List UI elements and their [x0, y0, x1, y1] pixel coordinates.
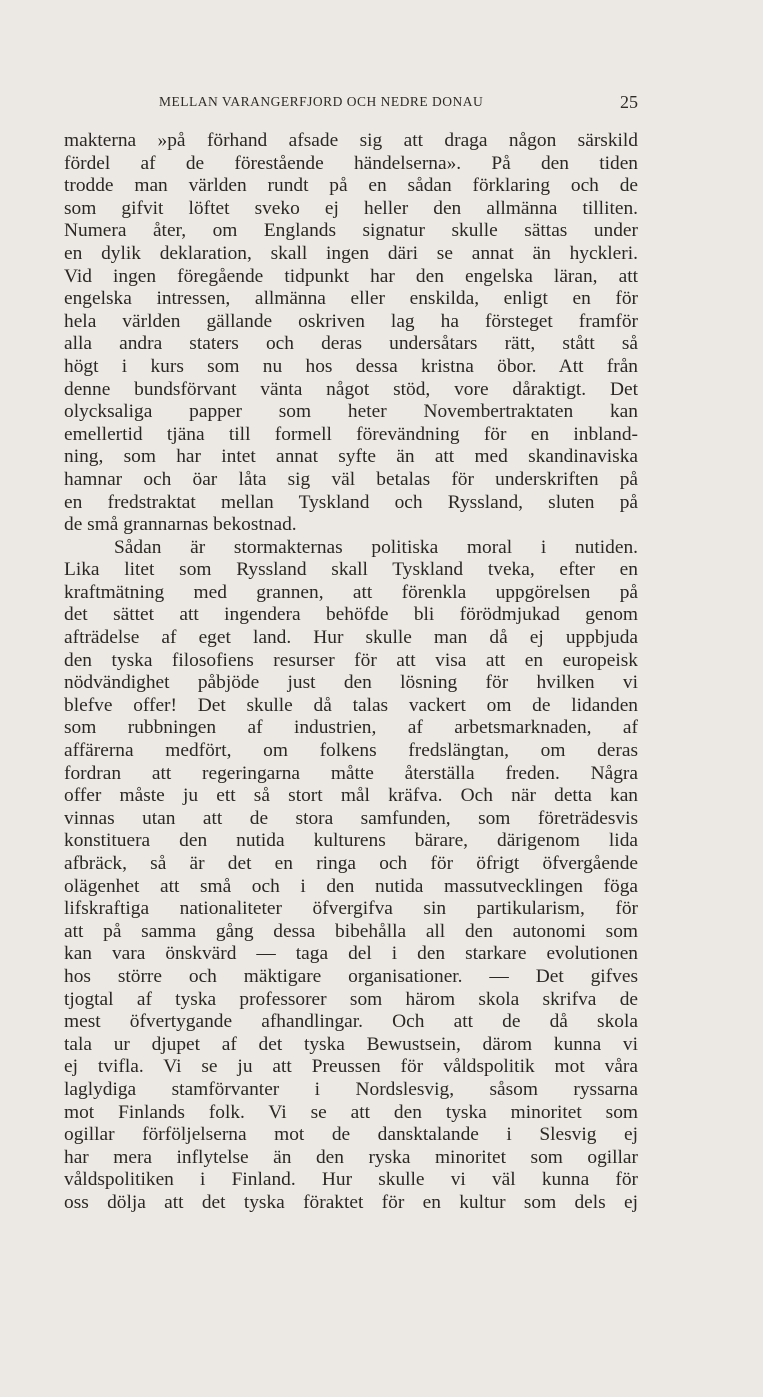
text-line: högt i kurs som nu hos dessa kristna öbor. Att från: [64, 355, 638, 377]
text-line: tjogtal af tyska professorer som härom skola skrifva de: [64, 988, 638, 1010]
text-line: som rubbningen af industrien, af arbetsmarknaden, af: [64, 717, 638, 739]
text-line: Vid ingen föregående tidpunkt har den engelska läran, att: [64, 265, 638, 287]
text-line: tala ur djupet af det tyska Bewustsein, därom kunna vi: [64, 1033, 638, 1055]
text-line: emellertid tjäna till formell förevändning för en inbland-: [64, 423, 638, 445]
text-line: en dylik deklaration, skall ingen däri se annat än hyckleri.: [64, 242, 638, 264]
text-line: konstituera den nutida kulturens bärare, därigenom lida: [64, 830, 638, 852]
text-line: en fredstraktat mellan Tyskland och Ryssland, sluten på: [64, 491, 638, 513]
text-line: olycksaliga papper som heter Novembertraktaten kan: [64, 401, 638, 423]
text-line: affärerna medfört, om folkens fredslängtan, om deras: [64, 740, 638, 762]
paragraph-start-line: Sådan är stormakternas politiska moral i nutiden.: [114, 536, 638, 558]
text-line: olägenhet att små och i den nutida massutvecklingen föga: [64, 875, 638, 897]
text-line: Numera åter, om Englands signatur skulle sättas under: [64, 220, 638, 242]
text-line: afbräck, så är det en ringa och för öfrigt öfvergående: [64, 853, 638, 874]
running-title: MELLAN VARANGERFJORD OCH NEDRE DONAU: [159, 94, 484, 109]
text-line: att på samma gång dessa bibehålla all den autonomi som: [64, 920, 638, 942]
text-line: offer måste ju ett så stort mål kräfva. Och när detta kan: [64, 785, 638, 807]
text-line: hamnar och öar låta sig väl betalas för underskriften på: [64, 468, 638, 490]
text-line: hela världen gällande oskriven lag ha försteget framför: [64, 310, 638, 332]
text-line: oss dölja att det tyska föraktet för en kultur som dels ej: [64, 1191, 638, 1213]
body-text: [64, 130, 638, 1215]
page-number: 25: [620, 92, 638, 112]
text-line: kraftmätning med grannen, att förenkla uppgörelsen på: [64, 581, 638, 603]
text-line: kan vara önskvärd — taga del i den starkare evolutionen: [64, 943, 638, 965]
text-line: våldspolitiken i Finland. Hur skulle vi väl kunna för: [64, 1169, 638, 1191]
text-line: trodde man världen rundt på en sådan förklaring och de: [64, 175, 638, 197]
text-line: engelska intressen, allmänna eller enskilda, enligt en för: [64, 288, 638, 310]
text-line: lifskraftiga nationaliteter öfvergifva sin partikularism, för: [64, 898, 638, 920]
text-line: ej tvifla. Vi se ju att Preussen för våldspolitik mot våra: [64, 1056, 638, 1078]
text-line: vinnas utan att de stora samfunden, som företrädesvis: [64, 807, 638, 829]
paragraph-end-line: de små grannarnas bekostnad.: [64, 514, 297, 536]
text-line: laglydiga stamförvanter i Nordslesvig, såsom ryssarna: [64, 1078, 638, 1100]
text-line: nödvändighet påbjöde just den lösning för hvilken vi: [64, 672, 638, 694]
text-line: ning, som har intet annat syfte än att med skandinaviska: [64, 446, 638, 468]
text-line: blefve offer! Det skulle då talas vackert om de lidanden: [64, 694, 638, 716]
text-line: denne bundsförvant vänta något stöd, vore dåraktigt. Det: [64, 378, 638, 400]
text-line: fördel af de förestående händelserna». På den tiden: [64, 152, 638, 174]
text-line: mot Finlands folk. Vi se att den tyska minoritet som: [64, 1101, 638, 1123]
text-line: har mera inflytelse än den ryska minoritet som ogillar: [64, 1146, 638, 1168]
text-line: den tyska filosofiens resurser för att visa att en europeisk: [64, 649, 638, 671]
text-line: fordran att regeringarna måtte återställa freden. Några: [64, 762, 638, 784]
text-line: som gifvit löftet sveko ej heller den allmänna tilliten.: [64, 197, 638, 219]
text-line: Lika litet som Ryssland skall Tyskland tveka, efter en: [64, 559, 638, 581]
text-line: hos större och mäktigare organisationer. — Det gifves: [64, 965, 638, 987]
text-line: alla andra staters och deras undersåtars rätt, stått så: [64, 333, 638, 355]
text-line: ogillar förföljelserna mot de dansktalande i Slesvig ej: [64, 1124, 638, 1146]
text-line: det sättet att ingendera behöfde bli förödmjukad genom: [64, 604, 638, 626]
text-line: afträdelse af eget land. Hur skulle man då ej uppbjuda: [64, 627, 638, 649]
running-head: [64, 92, 638, 116]
text-line: mest öfvertygande afhandlingar. Och att de då skola: [64, 1011, 638, 1033]
text-line: makterna »på förhand afsade sig att draga någon särskild: [64, 130, 638, 151]
